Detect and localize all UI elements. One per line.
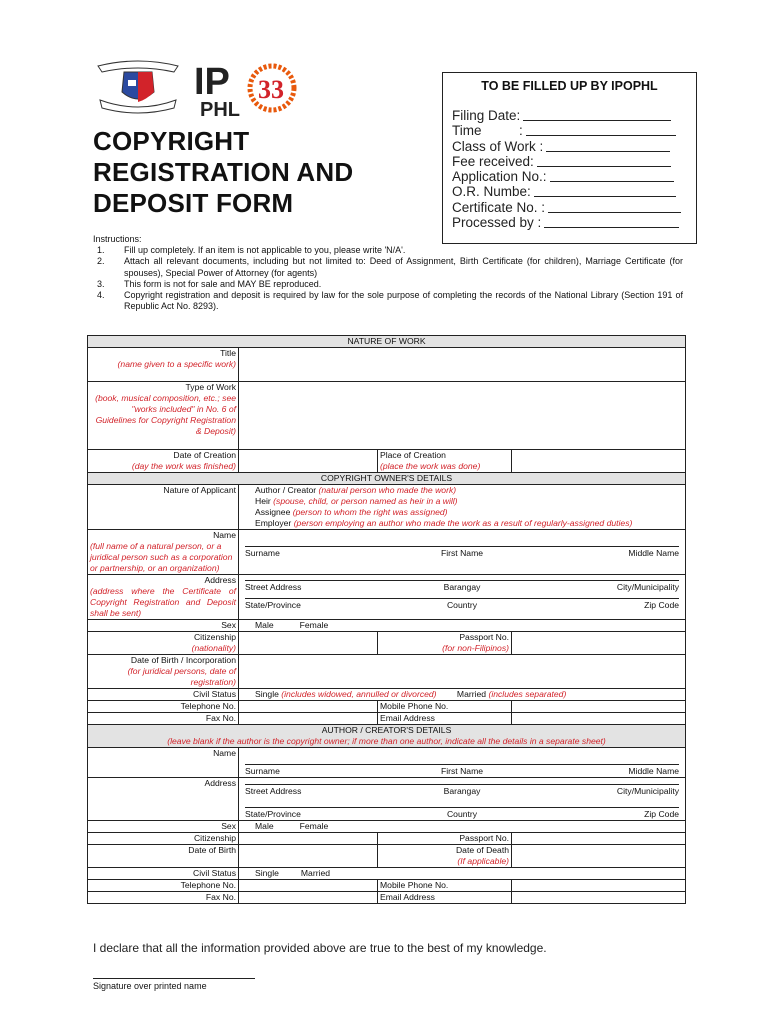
owner-fax-input[interactable]	[239, 713, 378, 725]
section-owner-details: COPYRIGHT OWNER'S DETAILS	[88, 473, 686, 485]
owner-email-input[interactable]	[512, 713, 686, 725]
owner-telephone-label: Telephone No.	[88, 701, 239, 713]
author-name-input[interactable]: Surname First Name Middle Name	[239, 748, 686, 778]
signature-line[interactable]	[93, 978, 255, 979]
owner-sex-options	[239, 620, 686, 632]
instruction-item: 1. Fill up completely. If an item is not applicable to you, please write 'N/A'.	[97, 245, 406, 256]
declaration-text: I declare that all the information provided above are true to the best of my knowledge.	[93, 941, 547, 955]
owner-passport-input[interactable]	[512, 632, 686, 655]
owner-passport-label: Passport No. (for non-Filipinos)	[378, 632, 512, 655]
svg-text:33: 33	[258, 75, 284, 104]
ipophl-logo	[192, 58, 302, 122]
author-sex-female-option[interactable]: Female	[299, 821, 329, 831]
processed-by-field[interactable]: Processed by :	[452, 215, 696, 230]
civil-married-option[interactable]: Married (includes separated)	[456, 689, 567, 699]
option-employer[interactable]: Employer (person employing an author who made the work as a result of regularly-assigned duties)	[255, 518, 633, 528]
owner-address-label: Address (address where the Certificate of Copyright Registration and Deposit shall be sent)	[88, 575, 239, 620]
class-of-work-field[interactable]: Class of Work :	[452, 139, 696, 154]
type-of-work-input[interactable]	[239, 382, 686, 450]
owner-name-label: Name (full name of a natural person, or a juridical person such as a corporation or partnership, or an organization)	[88, 530, 239, 575]
place-of-creation-label: Place of Creation (place the work was done)	[378, 450, 512, 473]
filing-date-field[interactable]: Filing Date:	[452, 108, 696, 123]
svg-text:PHL: PHL	[200, 99, 240, 121]
section-nature-of-work: NATURE OF WORK	[88, 336, 686, 348]
author-sex-male-option[interactable]: Male	[255, 821, 274, 831]
author-passport-label: Passport No.	[378, 833, 512, 845]
section-author-details: AUTHOR / CREATOR'S DETAILS (leave blank if the author is the copyright owner; if more than one author, indicate all the details in a separate sheet)	[88, 725, 686, 748]
office-use-box	[442, 72, 697, 244]
certificate-no-field[interactable]: Certificate No. :	[452, 200, 696, 215]
author-civil-status-label: Civil Status	[88, 868, 239, 880]
office-use-heading: TO BE FILLED UP BY IPOPHL	[481, 79, 658, 93]
application-no-field[interactable]: Application No.:	[452, 169, 696, 184]
author-passport-input[interactable]	[512, 833, 686, 845]
owner-civil-status-label: Civil Status	[88, 689, 239, 701]
option-author-creator[interactable]: Author / Creator (natural person who made the work)	[255, 485, 457, 495]
logo-ip-text: IP	[194, 61, 230, 103]
instructions: Instructions: 1. Fill up completely. If an item is not applicable to you, please write 'N/A'. 2. Attach all relevant documents, including but not limited to: Deed of Assignment, Birth Certificate (for children), Marriage Certificate (for spouses), Special Power of Attorney (for agents) 3. This form is not for sale and MAY BE reproduced. 4. Copyright registration and deposit is required by law for the sole purpose of completing the records of the National Library (Section 191 of Republic Act No. 8293).	[93, 234, 683, 312]
author-civil-status-options	[239, 868, 686, 880]
author-telephone-input[interactable]	[239, 880, 378, 892]
title-input[interactable]	[239, 348, 686, 382]
instruction-item: 3. This form is not for sale and MAY BE reproduced.	[97, 278, 322, 289]
author-dod-label: Date of Death (If applicable)	[378, 845, 512, 868]
author-address-input[interactable]: Street Address Barangay City/Municipality State/Province Country Zip Code	[239, 778, 686, 821]
applicant-options	[239, 485, 686, 530]
fee-received-field[interactable]: Fee received:	[452, 154, 696, 169]
instruction-item: 4. Copyright registration and deposit is required by law for the sole purpose of completing the records of the National Library (Section 191 of Republic Act No. 8293).	[97, 290, 683, 312]
owner-dob-input[interactable]	[239, 655, 686, 689]
owner-name-input[interactable]: Surname First Name Middle Name	[239, 530, 686, 575]
author-email-input[interactable]	[512, 892, 686, 904]
or-number-field[interactable]: O.R. Numbe:	[452, 184, 696, 199]
nature-of-applicant-label: Nature of Applicant	[88, 485, 239, 530]
author-citizenship-input[interactable]	[239, 833, 378, 845]
author-mobile-label: Mobile Phone No.	[378, 880, 512, 892]
date-of-creation-label: Date of Creation (day the work was finished)	[88, 450, 239, 473]
author-telephone-label: Telephone No.	[88, 880, 239, 892]
time-field[interactable]: Time :	[452, 123, 696, 138]
author-mobile-input[interactable]	[512, 880, 686, 892]
civil-single-option[interactable]: Single (includes widowed, annulled or divorced)	[255, 689, 437, 699]
author-sex-options	[239, 821, 686, 833]
type-of-work-label: Type of Work (book, musical composition, etc.; see "works included" in No. 6 of Guidelines for Copyright Registration & Deposit)	[88, 382, 239, 450]
title-label: Title (name given to a specific work)	[88, 348, 239, 382]
date-of-creation-input[interactable]	[239, 450, 378, 473]
owner-fax-label: Fax No.	[88, 713, 239, 725]
owner-dob-label: Date of Birth / Incorporation (for juridical persons, date of registration)	[88, 655, 239, 689]
sex-male-option[interactable]: Male	[255, 620, 274, 630]
instruction-item: 2. Attach all relevant documents, including but not limited to: Deed of Assignment, Birth Certificate (for children), Marriage Certificate (for spouses), Special Power of Attorney (for agents)	[97, 256, 683, 278]
author-fax-label: Fax No.	[88, 892, 239, 904]
author-dod-input[interactable]	[512, 845, 686, 868]
author-civil-single-option[interactable]: Single	[255, 868, 279, 878]
author-dob-label: Date of Birth	[88, 845, 239, 868]
sex-female-option[interactable]: Female	[299, 620, 329, 630]
author-civil-married-option[interactable]: Married	[300, 868, 331, 878]
author-dob-input[interactable]	[239, 845, 378, 868]
signature-label: Signature over printed name	[93, 981, 207, 991]
owner-email-label: Email Address	[378, 713, 512, 725]
author-sex-label: Sex	[88, 821, 239, 833]
government-seal-logo	[94, 58, 182, 116]
owner-mobile-label: Mobile Phone No.	[378, 701, 512, 713]
owner-citizenship-label: Citizenship (nationality)	[88, 632, 239, 655]
registration-form-table	[87, 335, 686, 904]
option-heir[interactable]: Heir (spouse, child, or person named as heir in a will)	[255, 496, 458, 506]
owner-mobile-input[interactable]	[512, 701, 686, 713]
owner-sex-label: Sex	[88, 620, 239, 632]
author-address-label: Address	[88, 778, 239, 821]
owner-civil-status-options	[239, 689, 686, 701]
author-fax-input[interactable]	[239, 892, 378, 904]
owner-citizenship-input[interactable]	[239, 632, 378, 655]
author-name-label: Name	[88, 748, 239, 778]
option-assignee[interactable]: Assignee (person to whom the right was assigned)	[255, 507, 448, 517]
form-title: COPYRIGHT REGISTRATION AND DEPOSIT FORM	[93, 126, 354, 218]
owner-telephone-input[interactable]	[239, 701, 378, 713]
owner-address-input[interactable]: Street Address Barangay City/Municipality State/Province Country Zip Code	[239, 575, 686, 620]
author-citizenship-label: Citizenship	[88, 833, 239, 845]
place-of-creation-input[interactable]	[512, 450, 686, 473]
author-email-label: Email Address	[378, 892, 512, 904]
